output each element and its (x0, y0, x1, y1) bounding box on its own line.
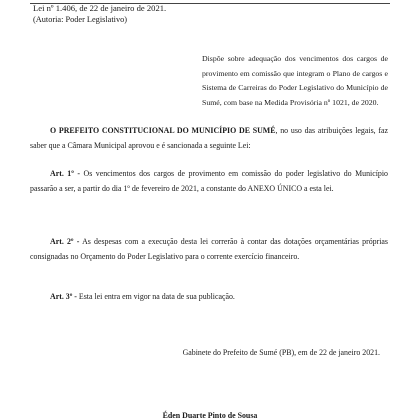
mayor-title: O PREFEITO CONSTITUCIONAL DO MUNICÍPIO DE SUMÉ (50, 126, 276, 135)
article-3-label: Art. 3º - (50, 292, 77, 301)
article-2 (30, 235, 388, 264)
article-1-text: Os vencimentos dos cargos de provimento em comissão do poder legislativo do Município passarão a ser, a partir do dia 1º de fevereiro de 2021, a constante do ANEXO ÚNICO a esta lei. (30, 169, 388, 193)
law-summary (202, 52, 388, 110)
article-2-text: As despesas com a execução desta lei correrão à contar das dotações orçamentárias próprias consignadas no Orçamento do Poder Legislativo para o corrente exercício financeiro. (30, 237, 388, 261)
law-authorship: (Autoria: Poder Legislativo) (33, 15, 128, 24)
preamble-paragraph (30, 124, 388, 153)
article-2-label: Art. 2º - (50, 237, 80, 246)
article-1-label: Art. 1º - (50, 169, 80, 178)
article-3 (30, 290, 388, 305)
signer-name: Éden Duarte Pinto de Sousa (162, 411, 258, 420)
article-1 (30, 167, 388, 196)
summary-text: Dispõe sobre adequação dos vencimentos dos cargos de provimento em comissão que integram o Plano de cargos e Sistema de Carreiras do Poder Legislativo do Município de Sumé, com base na Medida Provisória nº 1021, de 2020. (202, 54, 388, 107)
place-and-date: Gabinete do Prefeito de Sumé (PB), em de 22 de janeiro 2021. (182, 348, 380, 357)
article-3-text: Esta lei entra em vigor na data de sua publicação. (76, 292, 235, 301)
law-title: Lei nº 1.406, de 22 de janeiro de 2021. (33, 3, 167, 13)
preamble-text: , no uso das atribuições legais, faz saber que a Câmara Municipal aprovou e é sancionada a seguinte Lei: (30, 126, 389, 150)
